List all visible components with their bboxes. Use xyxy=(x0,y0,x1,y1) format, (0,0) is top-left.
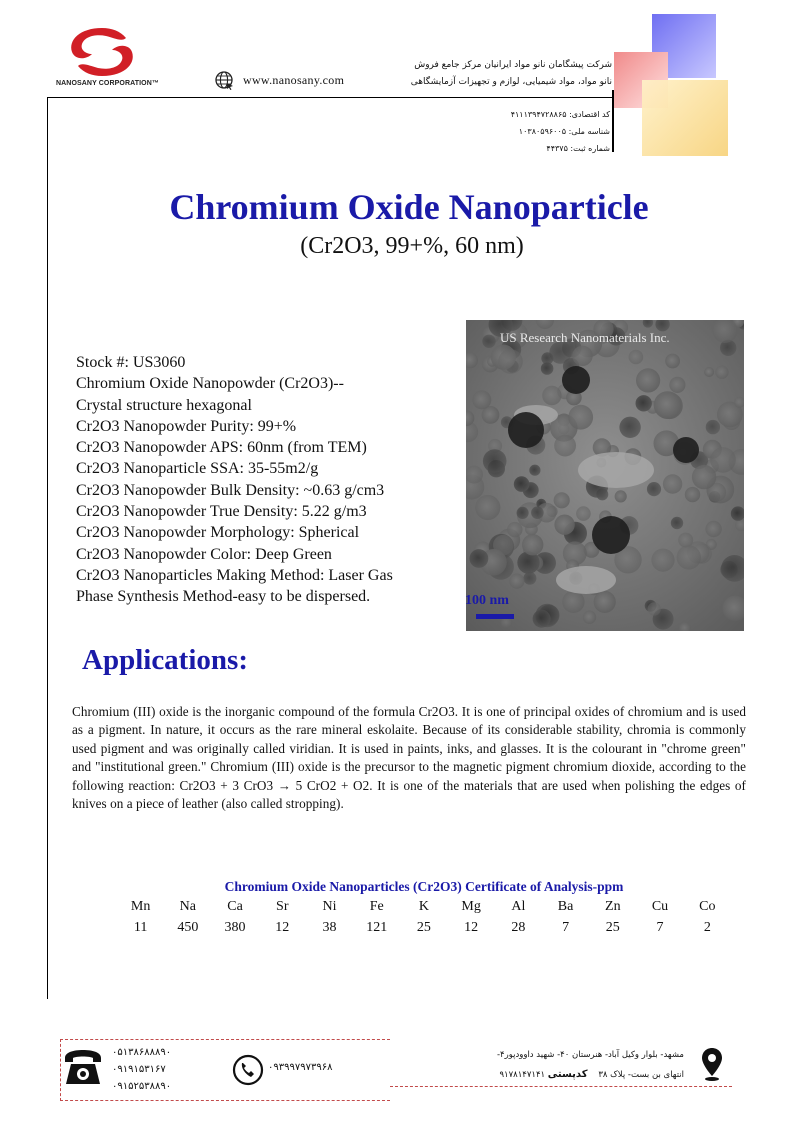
nanoparticle xyxy=(483,449,507,473)
nanoparticle xyxy=(531,506,544,519)
nanoparticle xyxy=(651,549,674,572)
nanoparticle xyxy=(692,465,716,489)
element-cell: Mn xyxy=(130,898,151,914)
globe-icon xyxy=(214,70,234,90)
nanoparticle xyxy=(648,602,661,615)
nanoparticle xyxy=(715,366,728,379)
nanoparticle xyxy=(665,354,680,369)
value-cell: 2 xyxy=(703,919,711,935)
nanoparticle xyxy=(671,517,683,529)
tem-micrograph xyxy=(466,320,744,631)
spec-item: Cr2O3 Nanopowder Color: Deep Green xyxy=(76,545,332,563)
value-cell: 25 xyxy=(605,919,620,935)
nanoparticle xyxy=(517,507,529,519)
analysis-title: Chromium Oxide Nanoparticles (Cr2O3) Certificate of Analysis-ppm xyxy=(224,879,624,894)
telephone-icon xyxy=(62,1048,104,1088)
header-vertical-divider xyxy=(612,90,614,152)
value-cell: 7 xyxy=(656,919,664,935)
element-cell: Fe xyxy=(369,898,384,914)
nanoparticle xyxy=(636,395,652,411)
value-cell: 38 xyxy=(322,919,337,935)
phone-number[interactable]: ۰۵۱۳۸۶۸۸۸۹۰ xyxy=(112,1047,172,1058)
nanoparticle xyxy=(710,447,736,473)
nanoparticle xyxy=(704,367,714,377)
nanoparticle xyxy=(514,476,530,492)
address-street: انتهای بن بست- پلاک ۳۸ xyxy=(598,1070,684,1080)
nanoparticle xyxy=(663,474,682,493)
nanoparticle xyxy=(669,377,685,393)
mobile-phone-icon xyxy=(232,1054,264,1086)
spec-item: Chromium Oxide Nanopowder (Cr2O3)-- xyxy=(76,375,344,393)
economic-code: کد اقتصادی: ۴۱۱۱۳۹۴۷۲۸۸۶۵ xyxy=(510,110,610,119)
footer-divider xyxy=(390,1086,732,1087)
element-cell: Co xyxy=(699,898,716,914)
scale-bar-label: 100 nm xyxy=(465,593,509,608)
spec-item: Cr2O3 Nanopowder True Density: 5.22 g/m3 xyxy=(76,503,367,521)
nanoparticle xyxy=(509,574,524,589)
header-divider xyxy=(47,97,612,98)
spec-item: Cr2O3 Nanoparticle SSA: 35-55m2/g xyxy=(76,460,319,478)
nanoparticle xyxy=(522,534,543,555)
element-cell: K xyxy=(418,898,429,914)
registration-info xyxy=(440,106,610,157)
nanoparticle xyxy=(654,391,682,419)
nanoparticle xyxy=(615,490,627,502)
analysis-table xyxy=(117,896,731,938)
company-activities: نانو مواد، مواد شیمیایی، لوازم و تجهیزات آزمایشگاهی xyxy=(410,77,612,87)
page-subtitle: (Cr2O3, 99+%, 60 nm) xyxy=(300,233,524,259)
spec-item: Cr2O3 Nanoparticles Making Method: Laser Gas xyxy=(76,566,393,584)
spec-item: Cr2O3 Nanopowder APS: 60nm (from TEM) xyxy=(76,439,367,457)
address-line-1: مشهد- بلوار وکیل آباد- هنرستان ۴۰- شهید داوودپور۴- xyxy=(496,1050,684,1060)
element-cell: Ba xyxy=(557,898,574,914)
element-row xyxy=(117,896,731,917)
nanoparticle xyxy=(470,549,489,568)
phone-number[interactable]: ۰۹۱۹۱۵۳۱۶۷ xyxy=(112,1064,166,1075)
location-pin-icon xyxy=(700,1046,724,1082)
phone-number[interactable]: ۰۹۱۵۲۵۳۸۸۹۰ xyxy=(112,1081,172,1092)
nanoparticle xyxy=(583,611,596,624)
element-cell: Ni xyxy=(322,898,337,914)
address xyxy=(430,1046,684,1085)
nanoparticle xyxy=(542,386,561,405)
value-cell: 121 xyxy=(366,919,388,935)
applications-heading: Applications: xyxy=(82,644,248,676)
value-cell: 380 xyxy=(224,919,246,935)
national-id: شناسه ملی: ۱۰۳۸۰۵۹۶۰۰۵ xyxy=(518,127,610,136)
value-cell: 25 xyxy=(416,919,431,935)
nanoparticle xyxy=(576,506,591,521)
page-title: Chromium Oxide Nanoparticle xyxy=(169,187,649,227)
nanoparticle xyxy=(554,515,574,535)
nanoparticle xyxy=(554,435,576,457)
company-info xyxy=(340,57,612,91)
element-cell: Mg xyxy=(461,898,481,914)
scale-bar xyxy=(476,614,514,619)
dense-nanoparticle xyxy=(592,516,630,554)
nanoparticle xyxy=(705,521,721,537)
phone-numbers xyxy=(112,1044,171,1095)
address-line-2 xyxy=(430,1065,684,1085)
nanoparticle xyxy=(529,465,540,476)
nanoparticle xyxy=(706,420,720,434)
nanoparticle xyxy=(568,405,593,430)
spec-item: Phase Synthesis Method-easy to be dispersed. xyxy=(76,588,371,606)
film-gap xyxy=(556,566,616,594)
nanoparticle xyxy=(507,522,522,537)
website-link[interactable]: www.nanosany.com xyxy=(243,73,345,87)
dense-nanoparticle xyxy=(508,412,544,448)
decor-square-yellow xyxy=(642,80,728,156)
nanoparticle xyxy=(498,349,523,374)
value-cell: 450 xyxy=(177,919,199,935)
nanoparticle xyxy=(523,572,536,585)
nanoparticle xyxy=(472,390,491,409)
nanoparticle xyxy=(677,545,701,569)
spec-item: Cr2O3 Nanopowder Morphology: Spherical xyxy=(76,524,360,542)
film-gap xyxy=(578,452,654,488)
nanoparticle xyxy=(554,492,570,508)
postal-code-label: کدپستی xyxy=(547,1069,588,1080)
nanosany-logo xyxy=(62,24,142,80)
dense-nanoparticle xyxy=(562,366,590,394)
company-name: شرکت پیشگامان نانو مواد ایرانیان مرکز جامع فروش xyxy=(414,60,612,70)
nanoparticle xyxy=(533,610,551,628)
value-cell: 28 xyxy=(511,919,526,935)
logo-text: NANOSANY CORPORATION™ xyxy=(56,80,159,87)
nanoparticle xyxy=(636,368,660,392)
nanoparticle xyxy=(475,495,500,520)
element-cell: Na xyxy=(179,898,196,914)
element-cell: Ca xyxy=(227,898,243,914)
dense-nanoparticle xyxy=(673,437,699,463)
footer-contact-box xyxy=(60,1039,390,1101)
nanoparticle xyxy=(647,482,661,496)
value-cell: 11 xyxy=(133,919,148,935)
nanoparticle xyxy=(482,335,495,348)
value-cell: 7 xyxy=(562,919,570,935)
spec-item: Stock #: US3060 xyxy=(76,354,186,371)
nanoparticle xyxy=(562,591,584,613)
element-cell: Cu xyxy=(651,898,669,914)
value-cell: 12 xyxy=(464,919,479,935)
nanoparticle xyxy=(619,417,640,438)
mobile-number[interactable]: ۰۹۳۹۹۷۹۷۳۹۶۸ xyxy=(268,1062,333,1073)
spec-item: Cr2O3 Nanopowder Purity: 99+% xyxy=(76,417,297,435)
applications-text: Chromium (III) oxide is the inorganic compound of the formula Cr2O3. It is one of principal oxides of chromium and is used as a pigment. In nature, it occurs as the rare mineral eskolaite. Because of its considerable stability, chromia is commonly used pigment and was originally called viridian. It is used in paints, inks, and glasses. It is the colourant in "chrome green" and "institutional green." Chromium (III) oxide is the precursor to the magnetic pigment chromium dioxide, according to the following reaction: Cr2O3 + 3 CrO3 → 5 CrO2 + O2. It is one of the materials that are used when polishing the edges of knives on a piece of leather (also called stropping). xyxy=(72,704,746,812)
value-row xyxy=(117,917,731,938)
image-credit: US Research Nanomaterials Inc. xyxy=(500,330,670,345)
element-cell: Zn xyxy=(605,898,621,914)
element-cell: Al xyxy=(511,898,526,914)
registration-number: شماره ثبت: ۴۴۳۷۵ xyxy=(546,144,610,153)
nanoparticle xyxy=(685,487,700,502)
nanoparticle xyxy=(541,362,554,375)
nanoparticle xyxy=(572,346,592,366)
spec-item: Crystal structure hexagonal xyxy=(76,396,252,414)
spec-list xyxy=(76,352,393,608)
element-cell: Sr xyxy=(276,898,289,914)
postal-code: ۹۱۷۸۱۴۷۱۴۱ xyxy=(499,1070,546,1080)
nanoparticle xyxy=(629,350,644,365)
spec-item: Cr2O3 Nanopowder Bulk Density: ~0.63 g/cm3 xyxy=(76,481,385,499)
value-cell: 12 xyxy=(275,919,290,935)
